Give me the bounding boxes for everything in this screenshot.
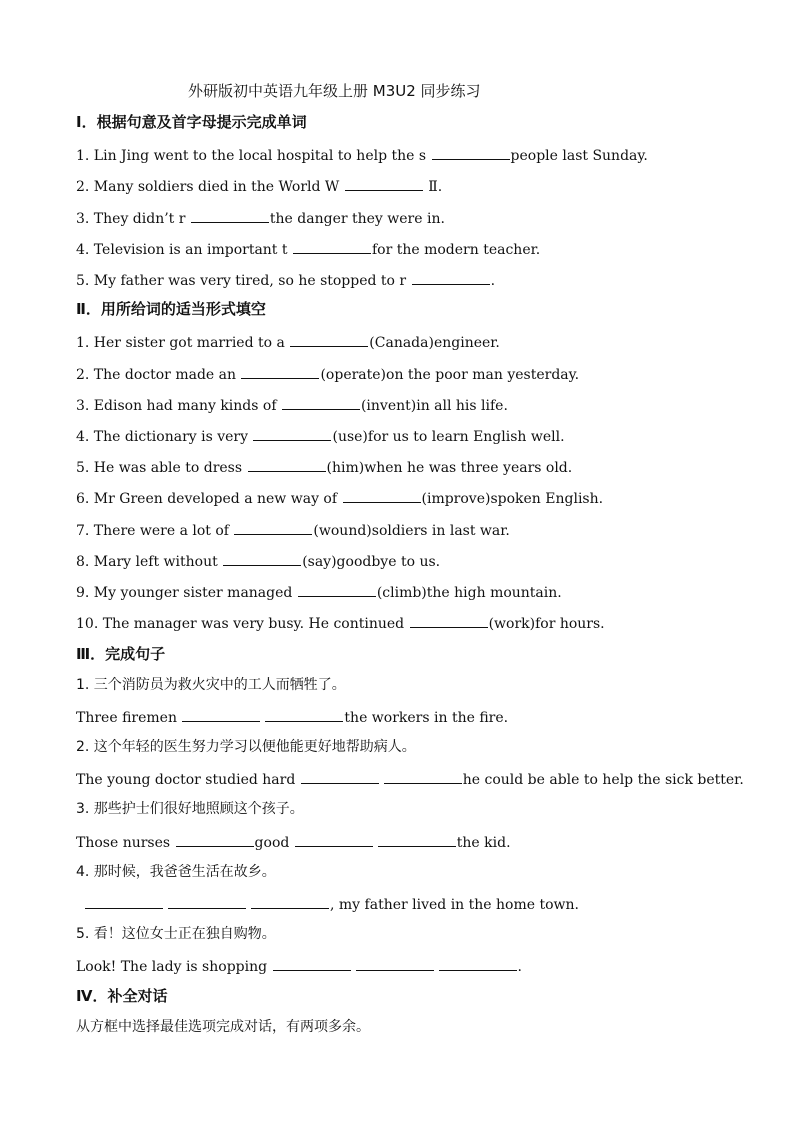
s1-item-5: 5. My father was very tired, so he stopped to r . (76, 270, 495, 290)
answer-blank[interactable] (241, 364, 319, 379)
answer-blank[interactable] (356, 956, 434, 971)
s3-item-4-english: , my father lived in the home town. (84, 894, 579, 914)
answer-blank[interactable] (345, 176, 423, 191)
s3-item-3-english: Those nurses good the kid. (76, 832, 511, 852)
answer-blank[interactable] (432, 145, 510, 160)
answer-blank[interactable] (412, 270, 490, 285)
answer-blank[interactable] (295, 832, 373, 847)
s1-item-2: 2. Many soldiers died in the World W Ⅱ. (76, 176, 442, 196)
section4-heading: Ⅳ．补全对话 (76, 987, 168, 1005)
s1-item-1: 1. Lin Jing went to the local hospital to help the s people last Sunday. (76, 145, 648, 165)
s3-item-2-english: The young doctor studied hard he could be able to help the sick better. (76, 769, 744, 789)
s2-item-10: 10. The manager was very busy. He continued (work)for hours. (76, 613, 605, 633)
s1-item-3: 3. They didn’t r the danger they were in. (76, 208, 445, 228)
page-title: 外研版初中英语九年级上册 M3U2 同步练习 (188, 82, 481, 100)
s3-item-3-chinese: 3. 那些护士们很好地照顾这个孩子。 (76, 801, 304, 817)
answer-blank[interactable] (343, 488, 421, 503)
answer-blank[interactable] (191, 208, 269, 223)
answer-blank[interactable] (251, 894, 329, 909)
s2-item-9: 9. My younger sister managed (climb)the high mountain. (76, 582, 562, 602)
answer-blank[interactable] (265, 707, 343, 722)
s2-item-7: 7. There were a lot of (wound)soldiers in last war. (76, 520, 510, 540)
answer-blank[interactable] (273, 956, 351, 971)
s3-item-1-english: Three firemen the workers in the fire. (76, 707, 508, 727)
answer-blank[interactable] (410, 613, 488, 628)
answer-blank[interactable] (248, 457, 326, 472)
answer-blank[interactable] (290, 332, 368, 347)
answer-blank[interactable] (182, 707, 260, 722)
answer-blank[interactable] (378, 832, 456, 847)
section1-heading: Ⅰ．根据句意及首字母提示完成单词 (76, 113, 307, 131)
s3-item-2-chinese: 2. 这个年轻的医生努力学习以便他能更好地帮助病人。 (76, 739, 416, 755)
s2-item-8: 8. Mary left without (say)goodbye to us. (76, 551, 440, 571)
section2-heading: Ⅱ．用所给词的适当形式填空 (76, 300, 266, 318)
s2-item-6: 6. Mr Green developed a new way of (improve)spoken English. (76, 488, 603, 508)
s3-item-4-chinese: 4. 那时候，我爸爸生活在故乡。 (76, 864, 276, 880)
s2-item-5: 5. He was able to dress (him)when he was three years old. (76, 457, 572, 477)
answer-blank[interactable] (298, 582, 376, 597)
answer-blank[interactable] (234, 520, 312, 535)
answer-blank[interactable] (384, 769, 462, 784)
s1-item-4: 4. Television is an important t for the modern teacher. (76, 239, 540, 259)
s3-item-1-chinese: 1. 三个消防员为救火灾中的工人而牺牲了。 (76, 677, 346, 693)
answer-blank[interactable] (223, 551, 301, 566)
s3-item-5-english: Look! The lady is shopping . (76, 956, 522, 976)
s2-item-2: 2. The doctor made an (operate)on the poor man yesterday. (76, 364, 579, 384)
answer-blank[interactable] (439, 956, 517, 971)
s2-item-1: 1. Her sister got married to a (Canada)engineer. (76, 332, 500, 352)
section4-instruction: 从方框中选择最佳选项完成对话，有两项多余。 (76, 1019, 370, 1035)
s3-item-5-chinese: 5. 看！这位女士正在独自购物。 (76, 926, 276, 942)
s2-item-4: 4. The dictionary is very (use)for us to learn English well. (76, 426, 565, 446)
section3-heading: Ⅲ．完成句子 (76, 645, 166, 663)
s2-item-3: 3. Edison had many kinds of (invent)in all his life. (76, 395, 508, 415)
answer-blank[interactable] (85, 894, 163, 909)
answer-blank[interactable] (176, 832, 254, 847)
answer-blank[interactable] (253, 426, 331, 441)
answer-blank[interactable] (293, 239, 371, 254)
answer-blank[interactable] (282, 395, 360, 410)
answer-blank[interactable] (168, 894, 246, 909)
answer-blank[interactable] (301, 769, 379, 784)
